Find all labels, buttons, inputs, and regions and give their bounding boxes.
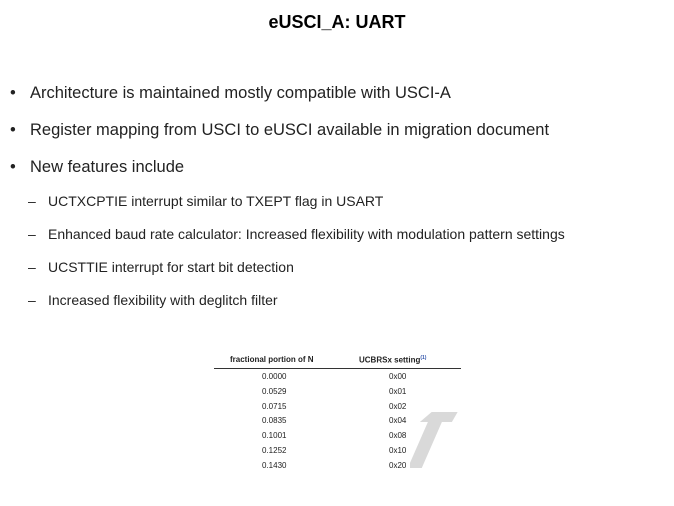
table-header	[214, 355, 462, 369]
ucbrs-cell: 0x20	[389, 460, 407, 470]
bullet-text: New features include	[30, 158, 185, 176]
sub-bullet-text: Increased flexibility with deglitch filter	[48, 292, 278, 308]
fraction-cell: 0.0715	[262, 401, 287, 411]
table-row	[214, 369, 462, 384]
bullet-marker: •	[10, 121, 16, 139]
fraction-cell: 0.1252	[262, 445, 287, 455]
sub-bullet-text: UCSTTIE interrupt for start bit detection	[48, 259, 294, 275]
fraction-cell: 0.0000	[262, 372, 287, 381]
sub-bullet-text: Enhanced baud rate calculator: Increased flexibility with modulation pattern settings	[48, 226, 565, 242]
fraction-cell: 0.1430	[262, 460, 287, 470]
bullet-text: Architecture is maintained mostly compatible with USCI-A	[30, 84, 451, 102]
sub-bullet-marker: –	[28, 193, 36, 209]
sub-bullet-marker: –	[28, 259, 36, 275]
fraction-cell: 0.0529	[262, 386, 287, 396]
ucbrs-cell: 0x08	[389, 431, 407, 441]
footnote-marker: (1)	[420, 355, 427, 361]
bullet-text: Register mapping from USCI to eUSCI available in migration document	[30, 121, 550, 139]
fraction-cell: 0.0835	[262, 416, 287, 426]
watermark-icon	[410, 410, 470, 470]
slide-title: eUSCI_A: UART	[268, 12, 406, 32]
fraction-cell: 0.1001	[262, 431, 287, 441]
sub-bullet-marker: –	[28, 292, 36, 308]
sub-bullet-text: UCTXCPTIE interrupt similar to TXEPT flag in USART	[48, 193, 384, 209]
ucbrs-cell: 0x01	[389, 386, 407, 396]
ucbrs-cell: 0x00	[389, 372, 407, 381]
header-ucbrs-text: UCBRSx setting	[359, 355, 421, 365]
ucbrs-cell: 0x04	[389, 416, 407, 426]
header-fractional: fractional portion of N	[230, 355, 314, 364]
sub-bullet-marker: –	[28, 226, 36, 242]
ucbrs-cell: 0x10	[389, 445, 407, 455]
bullet-marker: •	[10, 158, 16, 176]
table-row	[214, 384, 462, 399]
bullet-marker: •	[10, 84, 16, 102]
ucbrs-cell: 0x02	[389, 401, 407, 411]
header-ucbrs	[359, 355, 426, 365]
